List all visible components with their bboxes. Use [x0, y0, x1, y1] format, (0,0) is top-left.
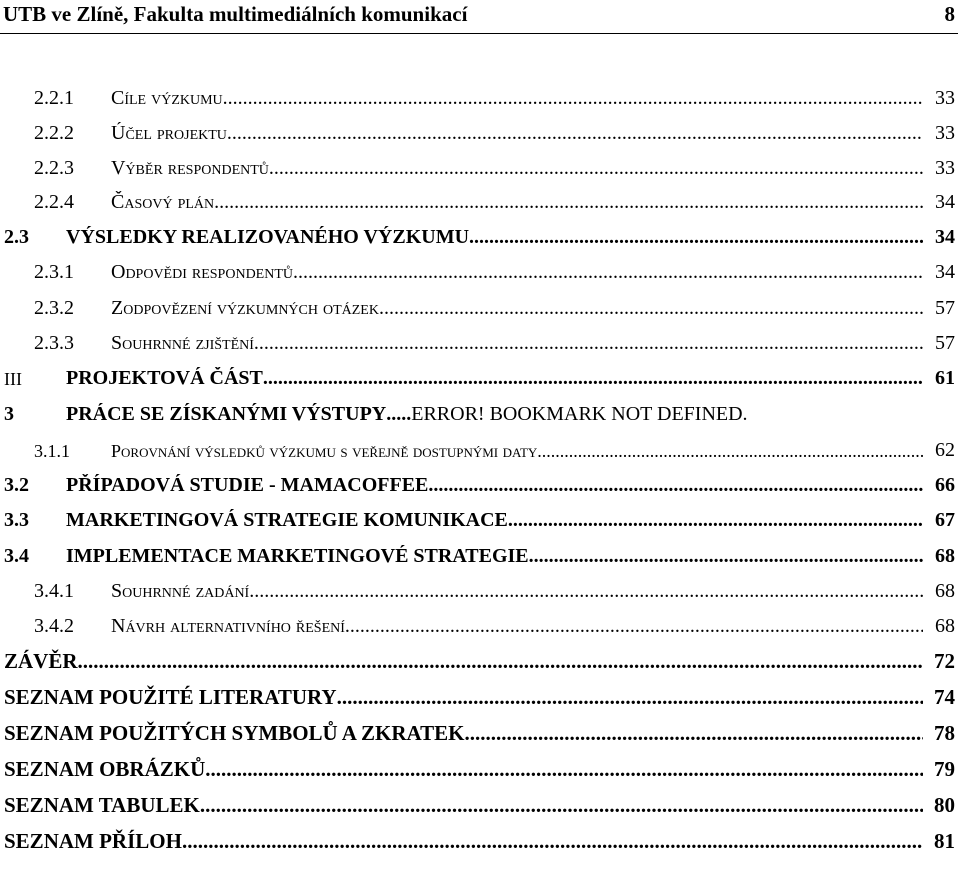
- toc-number: 2.2.4: [34, 191, 74, 213]
- toc-title: VÝSLEDKY REALIZOVANÉHO VÝZKUMU: [66, 226, 470, 248]
- toc-page: 34: [935, 261, 955, 283]
- toc-entry[interactable]: [0, 115, 955, 145]
- dot-leader: [182, 829, 923, 854]
- toc-page: 62: [935, 439, 955, 461]
- toc-entry[interactable]: [0, 325, 955, 355]
- toc-page: 68: [935, 615, 955, 637]
- toc-page: 67: [935, 509, 955, 531]
- toc-title: PŘÍPADOVÁ STUDIE - MAMACOFFEE: [66, 474, 429, 496]
- toc-page: 74: [934, 685, 955, 709]
- toc-number: 2.3.3: [34, 332, 74, 354]
- toc-page: 57: [935, 332, 955, 354]
- toc-page: 33: [935, 157, 955, 179]
- toc-number: 2.3.1: [34, 261, 74, 283]
- toc-entry[interactable]: [0, 716, 955, 746]
- dot-leader: [227, 122, 923, 145]
- dot-leader: [78, 649, 923, 674]
- toc-number: III: [4, 369, 22, 389]
- dot-leader: [345, 615, 923, 638]
- toc-page: 33: [935, 122, 955, 144]
- toc-title: Účel projektu: [111, 122, 227, 144]
- toc-entry[interactable]: [0, 219, 955, 249]
- toc-number: 2.2.3: [34, 157, 74, 179]
- toc-title: Časový plán: [111, 191, 215, 213]
- dot-leader: [529, 545, 923, 568]
- dot-leader: [465, 721, 923, 746]
- toc-entry[interactable]: 3 PRÁCE SE ZÍSKANÝMI VÝSTUPY ..... ERROR! BOOKMARK NOT DEFINED.: [4, 403, 748, 425]
- toc-page: 61: [935, 367, 955, 389]
- toc-title: Souhrnné zadání: [111, 580, 250, 602]
- toc-page: 66: [935, 474, 955, 496]
- toc-title: SEZNAM POUŽITÝCH SYMBOLŮ A ZKRATEK: [4, 721, 465, 745]
- toc-number: 3.4: [4, 545, 29, 567]
- toc-title: ZÁVĚR: [4, 649, 78, 673]
- toc-title: Cíle výzkumu: [111, 87, 223, 109]
- dot-leader: [205, 757, 923, 782]
- toc-entry[interactable]: [0, 467, 955, 497]
- bookmark-error: ERROR! BOOKMARK NOT DEFINED.: [411, 403, 748, 425]
- toc-page: 34: [935, 226, 955, 248]
- toc-number: 3.3: [4, 509, 29, 531]
- toc-entry[interactable]: [0, 538, 955, 568]
- dot-leader: [508, 509, 923, 532]
- toc-entry[interactable]: [0, 150, 955, 180]
- dot-leader: [537, 441, 923, 462]
- toc-title: PRÁCE SE ZÍSKANÝMI VÝSTUPY: [66, 403, 387, 425]
- toc-number: 3.2: [4, 474, 29, 496]
- toc-number: 2.3.2: [34, 297, 74, 319]
- dot-leader: [269, 157, 923, 180]
- toc-page: 68: [935, 545, 955, 567]
- page-header: [0, 0, 958, 34]
- toc-entry[interactable]: [0, 608, 955, 638]
- dot-leader: [337, 685, 923, 710]
- toc-title: Zodpovězení výzkumných otázek: [111, 297, 379, 319]
- toc-number: 3.1.1: [34, 441, 70, 461]
- toc-entry[interactable]: [0, 644, 955, 674]
- toc-title: Návrh alternativního řešení: [111, 615, 345, 637]
- toc-entry[interactable]: [0, 290, 955, 320]
- toc-page: 80: [934, 793, 955, 817]
- toc-title: Souhrnné zjištění: [111, 332, 254, 354]
- dot-leader: [469, 226, 923, 249]
- toc-number: 3.4.1: [34, 580, 74, 602]
- dot-leader: [254, 332, 923, 355]
- toc-entry[interactable]: [0, 360, 955, 390]
- header-title: UTB ve Zlíně, Fakulta multimediálních komunikací: [3, 2, 468, 26]
- toc-title: IMPLEMENTACE MARKETINGOVÉ STRATEGIE: [66, 545, 529, 567]
- toc-entry[interactable]: [0, 432, 955, 462]
- toc-page: 68: [935, 580, 955, 602]
- dot-leader: [214, 191, 923, 214]
- toc-number: 2.2.2: [34, 122, 74, 144]
- dot-leader: [293, 261, 923, 284]
- toc-title: SEZNAM POUŽITÉ LITERATURY: [4, 685, 337, 709]
- toc-entry[interactable]: [0, 502, 955, 532]
- toc-title: SEZNAM OBRÁZKŮ: [4, 757, 206, 781]
- dot-leader: [200, 793, 923, 818]
- toc-entry[interactable]: [0, 788, 955, 818]
- toc-page: 79: [934, 757, 955, 781]
- toc-number: 2.3: [4, 226, 29, 248]
- toc-entry[interactable]: [0, 680, 955, 710]
- toc-title: Odpovědi respondentů: [111, 261, 294, 283]
- dot-leader: [263, 367, 923, 390]
- toc-title: Výběr respondentů: [111, 157, 269, 179]
- toc-page: 57: [935, 297, 955, 319]
- toc-entry[interactable]: [0, 824, 955, 854]
- toc-title: SEZNAM PŘÍLOH: [4, 829, 182, 853]
- toc-title: SEZNAM TABULEK: [4, 793, 200, 817]
- toc-page: 81: [934, 829, 955, 853]
- toc-number: 2.2.1: [34, 87, 74, 109]
- toc-page: 72: [934, 649, 955, 673]
- dot-leader: [379, 297, 923, 320]
- toc-page: 33: [935, 87, 955, 109]
- toc-page: 78: [934, 721, 955, 745]
- toc-title: MARKETINGOVÁ STRATEGIE KOMUNIKACE: [66, 509, 508, 531]
- dot-leader: [223, 87, 923, 110]
- toc-title: Porovnání výsledků výzkumu s veřejně dostupnými daty: [111, 441, 538, 461]
- toc-entry[interactable]: [0, 254, 955, 284]
- toc-number: 3.4.2: [34, 615, 74, 637]
- header-page-number: 8: [944, 2, 955, 26]
- toc-entry[interactable]: [0, 80, 955, 110]
- toc-entry[interactable]: [0, 573, 955, 603]
- toc-entry[interactable]: [0, 752, 955, 782]
- toc-title: PROJEKTOVÁ ČÁST: [66, 367, 263, 389]
- toc-number: 3: [4, 403, 14, 425]
- dot-leader: [249, 580, 923, 603]
- toc-page: 34: [935, 191, 955, 213]
- toc-entry[interactable]: [0, 184, 955, 214]
- dot-leader: [428, 474, 923, 497]
